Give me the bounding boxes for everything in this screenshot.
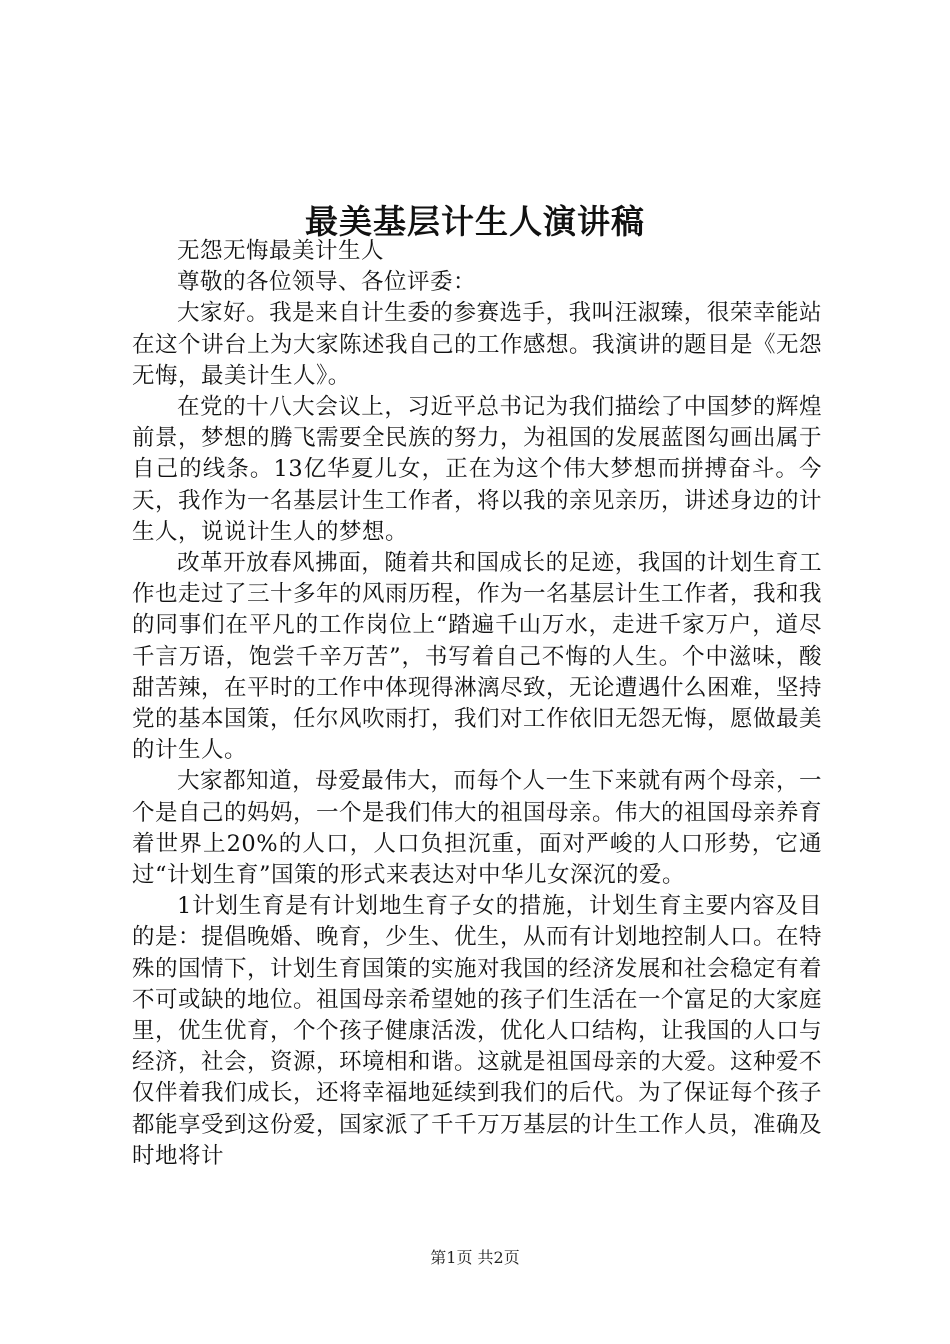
paragraph: 改革开放春风拂面，随着共和国成长的足迹，我国的计划生育工作也走过了三十多年的风雨历程，作为一名基层计生工作者，我和我的同事们在平凡的工作岗位上“踏遍千山万水，走进千家万户，道尽千言万语，饱尝千辛万苦”，书写着自己不悔的人生。个中滋味，酸甜苦辣，在平时的工作中体现得淋漓尽致，无论遭遇什么困难，坚持党的基本国策，任尔风吹雨打，我们对工作依旧无怨无悔，愿做最美的计生人。 <box>132 550 823 764</box>
paragraph-subtitle: 无怨无悔最美计生人 <box>177 238 385 264</box>
paragraph: 大家好。我是来自计生委的参赛选手，我叫汪淑臻，很荣幸能站在这个讲台上为大家陈述我自己的工作感想。我演讲的题目是《无怨无悔，最美计生人》。 <box>132 300 823 389</box>
document-body <box>132 236 822 1172</box>
paragraph: 大家都知道，母爱最伟大，而每个人一生下来就有两个母亲，一个是自己的妈妈，一个是我们伟大的祖国母亲。伟大的祖国母亲养育着世界上20%的人口，人口负担沉重，面对严峻的人口形势，它通过“计划生育”国策的形式来表达对中华儿女深沉的爱。 <box>132 768 823 889</box>
paragraph-salutation: 尊敬的各位领导、各位评委： <box>177 269 477 296</box>
document-title: 最美基层计生人演讲稿 <box>305 202 645 242</box>
page-footer: 第1页 共2页 <box>430 1248 520 1267</box>
paragraph: 1计划生育是有计划地生育子女的措施，计划生育主要内容及目的是：提倡晚婚、晚育，少生、优生，从而有计划地控制人口。在特殊的国情下，计划生育国策的实施对我国的经济发展和社会稳定有着不可或缺的地位。祖国母亲希望她的孩子们生活在一个富足的大家庭里，优生优育，个个孩子健康活泼，优化人口结构，让我国的人口与经济，社会，资源，环境相和谐。这就是祖国母亲的大爱。这种爱不仅伴着我们成长，还将幸福地延续到我们的后代。为了保证每个孩子都能享受到这份爱，国家派了千千万万基层的计生工作人员，准确及时地将计 <box>132 893 823 1169</box>
paragraph: 在党的十八大会议上，习近平总书记为我们描绘了中国梦的辉煌前景，梦想的腾飞需要全民族的努力，为祖国的发展蓝图勾画出属于自己的线条。13亿华夏儿女，正在为这个伟大梦想而拼搏奋斗。今天，我作为一名基层计生工作者，将以我的亲见亲历，讲述身边的计生人，说说计生人的梦想。 <box>132 394 823 545</box>
